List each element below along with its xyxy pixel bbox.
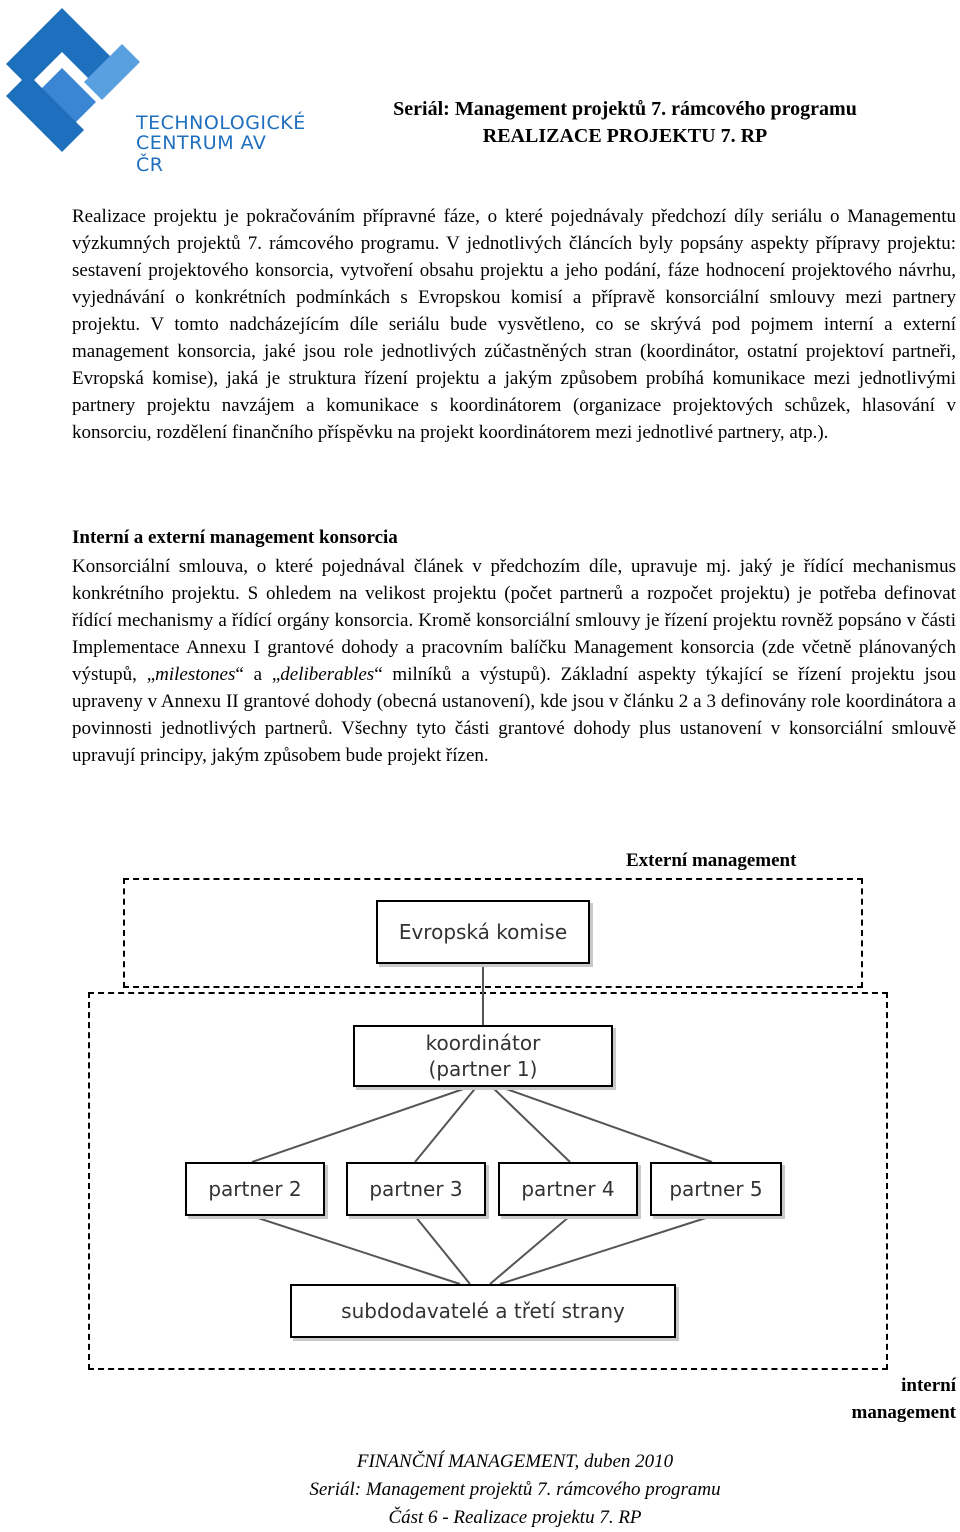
partner-box: partner 3 [346,1162,486,1216]
intro-paragraph [72,203,956,446]
section-text-part1: Konsorciální smlouva, o které pojednával článek v předchozím díle, upravuje mj. jaký je řídící mechanismus konkrétního projektu. S ohledem na velikost projektu (počet partnerů a rozpočet projektu) je potřeba definovat řídící mechanismy a řídící orgány konsorcia. Kromě konsorciální smlouvy je řízení projektu rovněž popsáno v části Implementace Annexu I grantové dohody a pracovním balíčku Management konsorcia (zde včetně plánovaných výstupů, „ [72,556,956,685]
section-text-part2: “ a „ [235,664,281,685]
footer-line1: FINANČNÍ MANAGEMENT, duben 2010 [356,1451,674,1472]
partner-box: partner 2 [185,1162,325,1216]
logo [0,0,306,176]
external-management-label: Externí management [626,850,797,871]
internal-management-label [0,1372,956,1426]
section-paragraph [72,553,956,769]
partner-box: partner 4 [498,1162,638,1216]
deliberables-term: deliberables [280,664,375,685]
header-series-title: Seriál: Management projektů 7. rámcového programu [393,98,857,120]
page-footer [0,1448,960,1532]
coordinator-box [353,1025,613,1087]
page-header [340,96,910,150]
section-heading: Interní a externí management konsorcia [72,527,398,548]
milestones-term: milestones [155,664,236,685]
subcontractors-box: subdodavatelé a třetí strany [290,1284,676,1338]
management-diagram [0,840,960,1440]
section-text [72,553,956,769]
footer-line2: Seriál: Management projektů 7. rámcového programu [309,1479,721,1500]
header-article-title: REALIZACE PROJEKTU 7. RP [482,125,768,147]
intro-text: Realizace projektu je pokračováním přípravné fáze, o které pojednávaly předchozí díly seriálu o Managementu výzkumných projektů 7. rámcového programu. V jednotlivých článcích byly popsány aspekty přípravy projektu: sestavení projektového konsorcia, vytvoření obsahu projektu a jeho podání, fáze hodnocení projektového návrhu, vyjednávání o konkrétních podmínkách s Evropskou komisí a přípravě konsorciální smlouvy mezi partnery projektu. V tomto nadcházejícím díle seriálu bude vysvětleno, co se skrývá pod pojmem interní a externí management konsorcia, jaké jsou role jednotlivých zúčastněných stran (koordinátor, ostatní projektoví partneři, Evropská komise), jaká je struktura řízení projektu a jakým způsobem probíhá komunikace mezi jednotlivými partnery projektu navzájem a komunikace s koordinátorem (organizace projektových schůzek, hlasování v konsorciu, rozdělení finančního příspěvku na projekt koordinátorem mezi jednotlivé partnery, atp.). [72,206,956,443]
internal-label-line2: management [851,1402,956,1423]
logo-text-line2: CENTRUM AV ČR [136,132,267,176]
internal-label-line1: interní [901,1375,956,1396]
partner-box: partner 5 [650,1162,782,1216]
european-commission-box: Evropská komise [376,900,590,964]
coordinator-label: koordinátor [425,1031,541,1055]
coordinator-partner-label: (partner 1) [428,1057,538,1081]
footer-line3: Část 6 - Realizace projektu 7. RP [388,1507,642,1528]
logo-text-line1: TECHNOLOGICKÉ [136,112,306,134]
section-text-part3: “ milníků a výstupů). Základní aspekty týkající se řízení projektu jsou upraveny v Annexu II grantové dohody (obecná ustanovení), kde jsou v článku 2 a 3 definovány role koordinátora a povinnosti jednotlivých partnerů. Všechny tyto části grantové dohody plus ustanovení v konsorciální smlouvě upravují principy, jakým způsobem bude projekt řízen. [72,664,956,766]
